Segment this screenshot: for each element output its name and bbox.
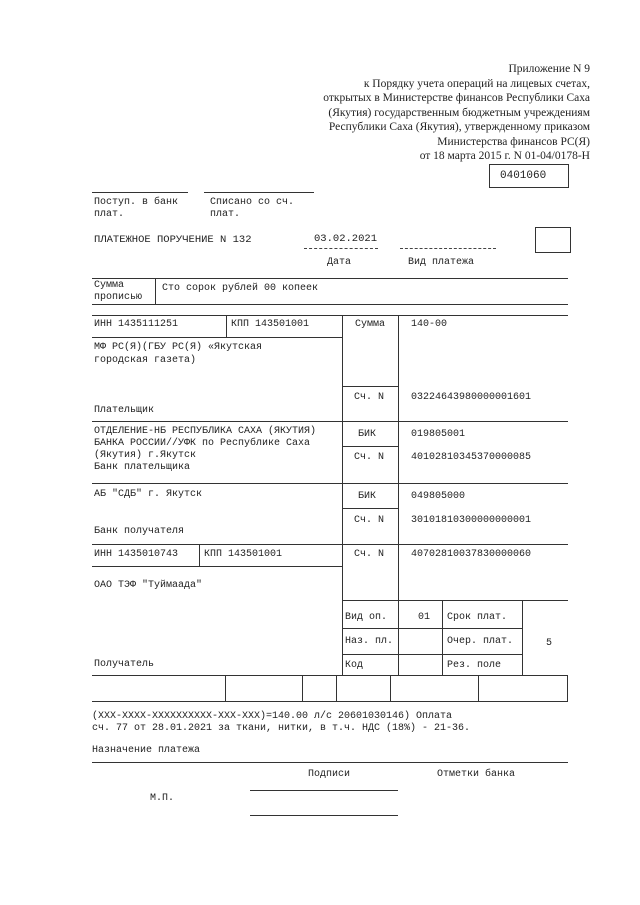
payment-type-underline [400, 248, 496, 249]
code-label: Код [345, 660, 364, 671]
tax-field-divider [302, 675, 303, 701]
payee-bik-label: БИК [358, 491, 377, 502]
main-grid-col1 [342, 315, 343, 675]
op-type-value: 01 [418, 612, 431, 623]
tax-field-divider [336, 675, 337, 701]
op-grid-col2 [398, 600, 399, 675]
payer-bik-label: БИК [358, 429, 377, 440]
purpose-line-2: сч. 77 от 28.01.2021 за ткани, нитки, в т.ч. НДС (18%) - 21-36. [92, 723, 471, 734]
payment-queue-value: 5 [546, 638, 553, 649]
debited-label-2: плат. [210, 209, 241, 220]
received-label: Поступ. в банк [94, 197, 179, 208]
purpose-bottom-line [92, 762, 568, 763]
payer-kpp: КПП 143501001 [231, 319, 310, 330]
purpose-code-label: Наз. пл. [345, 636, 394, 647]
amount-words-label: Сумма [94, 280, 125, 291]
payee-kpp: КПП 143501001 [204, 549, 283, 560]
form-code: 0401060 [500, 170, 547, 182]
purpose-label: Назначение платежа [92, 745, 201, 756]
appendix-line: Министерства финансов РС(Я) [437, 135, 590, 148]
purpose-code-row-bottom [342, 654, 522, 655]
debited-label: Списано со сч. [210, 197, 295, 208]
sum-value: 140-00 [411, 319, 448, 330]
order-title: ПЛАТЕЖНОЕ ПОРУЧЕНИЕ N 132 [94, 234, 252, 246]
date-label: Дата [327, 257, 352, 268]
op-grid-col4 [522, 600, 523, 675]
appendix-line: Республики Саха (Якутия), утвержденному приказом [328, 121, 590, 133]
payee-name: ОАО ТЭФ "Туймаада" [94, 580, 203, 591]
debited-line [204, 192, 314, 193]
appendix-line: от 18 марта 2015 г. N 01-04/0178-Н [419, 150, 590, 162]
payer-bank-label: Банк плательщика [94, 462, 191, 473]
tax-field-bottom [92, 701, 568, 702]
payment-term-label: Срок плат. [447, 612, 508, 623]
tax-field-divider [567, 675, 568, 701]
signature-line-2 [250, 815, 398, 816]
received-label-2: плат. [94, 209, 125, 220]
payee-bank-label: Банк получателя [94, 526, 185, 537]
payee-account-bottom [342, 600, 568, 601]
appendix-line: к Порядку учета операций на лицевых счетах, [363, 77, 590, 90]
payee-bik: 049805000 [411, 491, 466, 502]
tax-field-divider [478, 675, 479, 701]
amount-words-divider [155, 278, 156, 304]
payer-bik-bottom [342, 446, 398, 447]
payer-bank-name-2: БАНКА РОССИИ//УФК по Республике Саха [94, 438, 311, 449]
payee-bank-account-label: Сч. N [354, 515, 385, 526]
appendix-header [323, 62, 590, 164]
payee-label: Получатель [94, 659, 155, 670]
payer-bank-name-3: (Якутия) г.Якутск [94, 450, 197, 461]
payee-inn: ИНН 1435010743 [94, 549, 179, 560]
payer-inn: ИНН 1435111251 [94, 319, 179, 330]
reserve-field-label: Рез. поле [447, 660, 502, 671]
payee-account-label: Сч. N [354, 549, 385, 560]
payer-block-bottom [92, 421, 568, 422]
payment-type-label: Вид платежа [408, 257, 475, 268]
date-underline [304, 248, 378, 249]
payer-name-2: городская газета) [94, 355, 197, 366]
payer-account: 03224643980000001601 [411, 392, 532, 403]
main-grid-top [92, 315, 568, 316]
appendix-line: (Якутия) государственным бюджетным учреждениям [328, 106, 590, 119]
payer-bank-account-label: Сч. N [354, 452, 385, 463]
signatures-label: Подписи [308, 769, 351, 780]
payee-bank-account: 30101810300000000001 [411, 515, 532, 526]
op-grid-col3 [442, 600, 443, 675]
payee-bik-bottom [342, 508, 398, 509]
order-date: 03.02.2021 [314, 233, 378, 245]
status-box [535, 227, 571, 253]
amount-words-top [92, 278, 568, 279]
sum-label: Сумма [355, 319, 386, 330]
tax-field-divider [225, 675, 226, 701]
payee-bank-bottom [92, 544, 568, 545]
payee-account: 40702810037830000060 [411, 549, 532, 560]
payee-inn-row-bottom [92, 566, 342, 567]
payee-bank-name: АБ "СДБ" г. Якутск [94, 489, 203, 500]
payment-queue-label: Очер. плат. [447, 636, 514, 647]
amount-words-bottom [92, 304, 568, 305]
appendix-title: Приложение N 9 [508, 63, 590, 75]
op-row-bottom [342, 628, 522, 629]
payer-account-label: Сч. N [354, 392, 385, 403]
amount-words-label-2: прописью [94, 292, 143, 303]
payer-bank-account: 40102810345370000085 [411, 452, 532, 463]
payer-bik: 019805001 [411, 429, 466, 440]
payee-inn-kpp-divider [199, 544, 200, 566]
appendix-line: открытых в Министерстве финансов Республики Саха [323, 92, 590, 104]
payer-inn-kpp-divider [226, 315, 227, 337]
sum-cell-bottom [342, 386, 398, 387]
payer-inn-row-bottom [92, 337, 342, 338]
payer-bank-name: ОТДЕЛЕНИЕ-НБ РЕСПУБЛИКА САХА (ЯКУТИЯ) [94, 426, 317, 437]
signature-line-1 [250, 790, 398, 791]
amount-words-value: Сто сорок рублей 00 копеек [162, 283, 319, 294]
tax-field-divider [390, 675, 391, 701]
payer-label: Плательщик [94, 405, 155, 416]
payer-name: МФ РС(Я)(ГБУ РС(Я) «Якутская [94, 342, 263, 353]
stamp-label: М.П. [150, 793, 175, 804]
received-line [92, 192, 188, 193]
main-grid-col2 [398, 315, 399, 600]
payee-block-bottom [92, 675, 568, 676]
purpose-line: (XXX-XXXX-XXXXXXXXXX-XXX-XXX)=140.00 л/с 20601030146) Оплата [92, 711, 453, 722]
payer-bank-bottom [92, 483, 568, 484]
op-type-label: Вид оп. [345, 612, 388, 623]
bank-marks-label: Отметки банка [437, 769, 516, 780]
